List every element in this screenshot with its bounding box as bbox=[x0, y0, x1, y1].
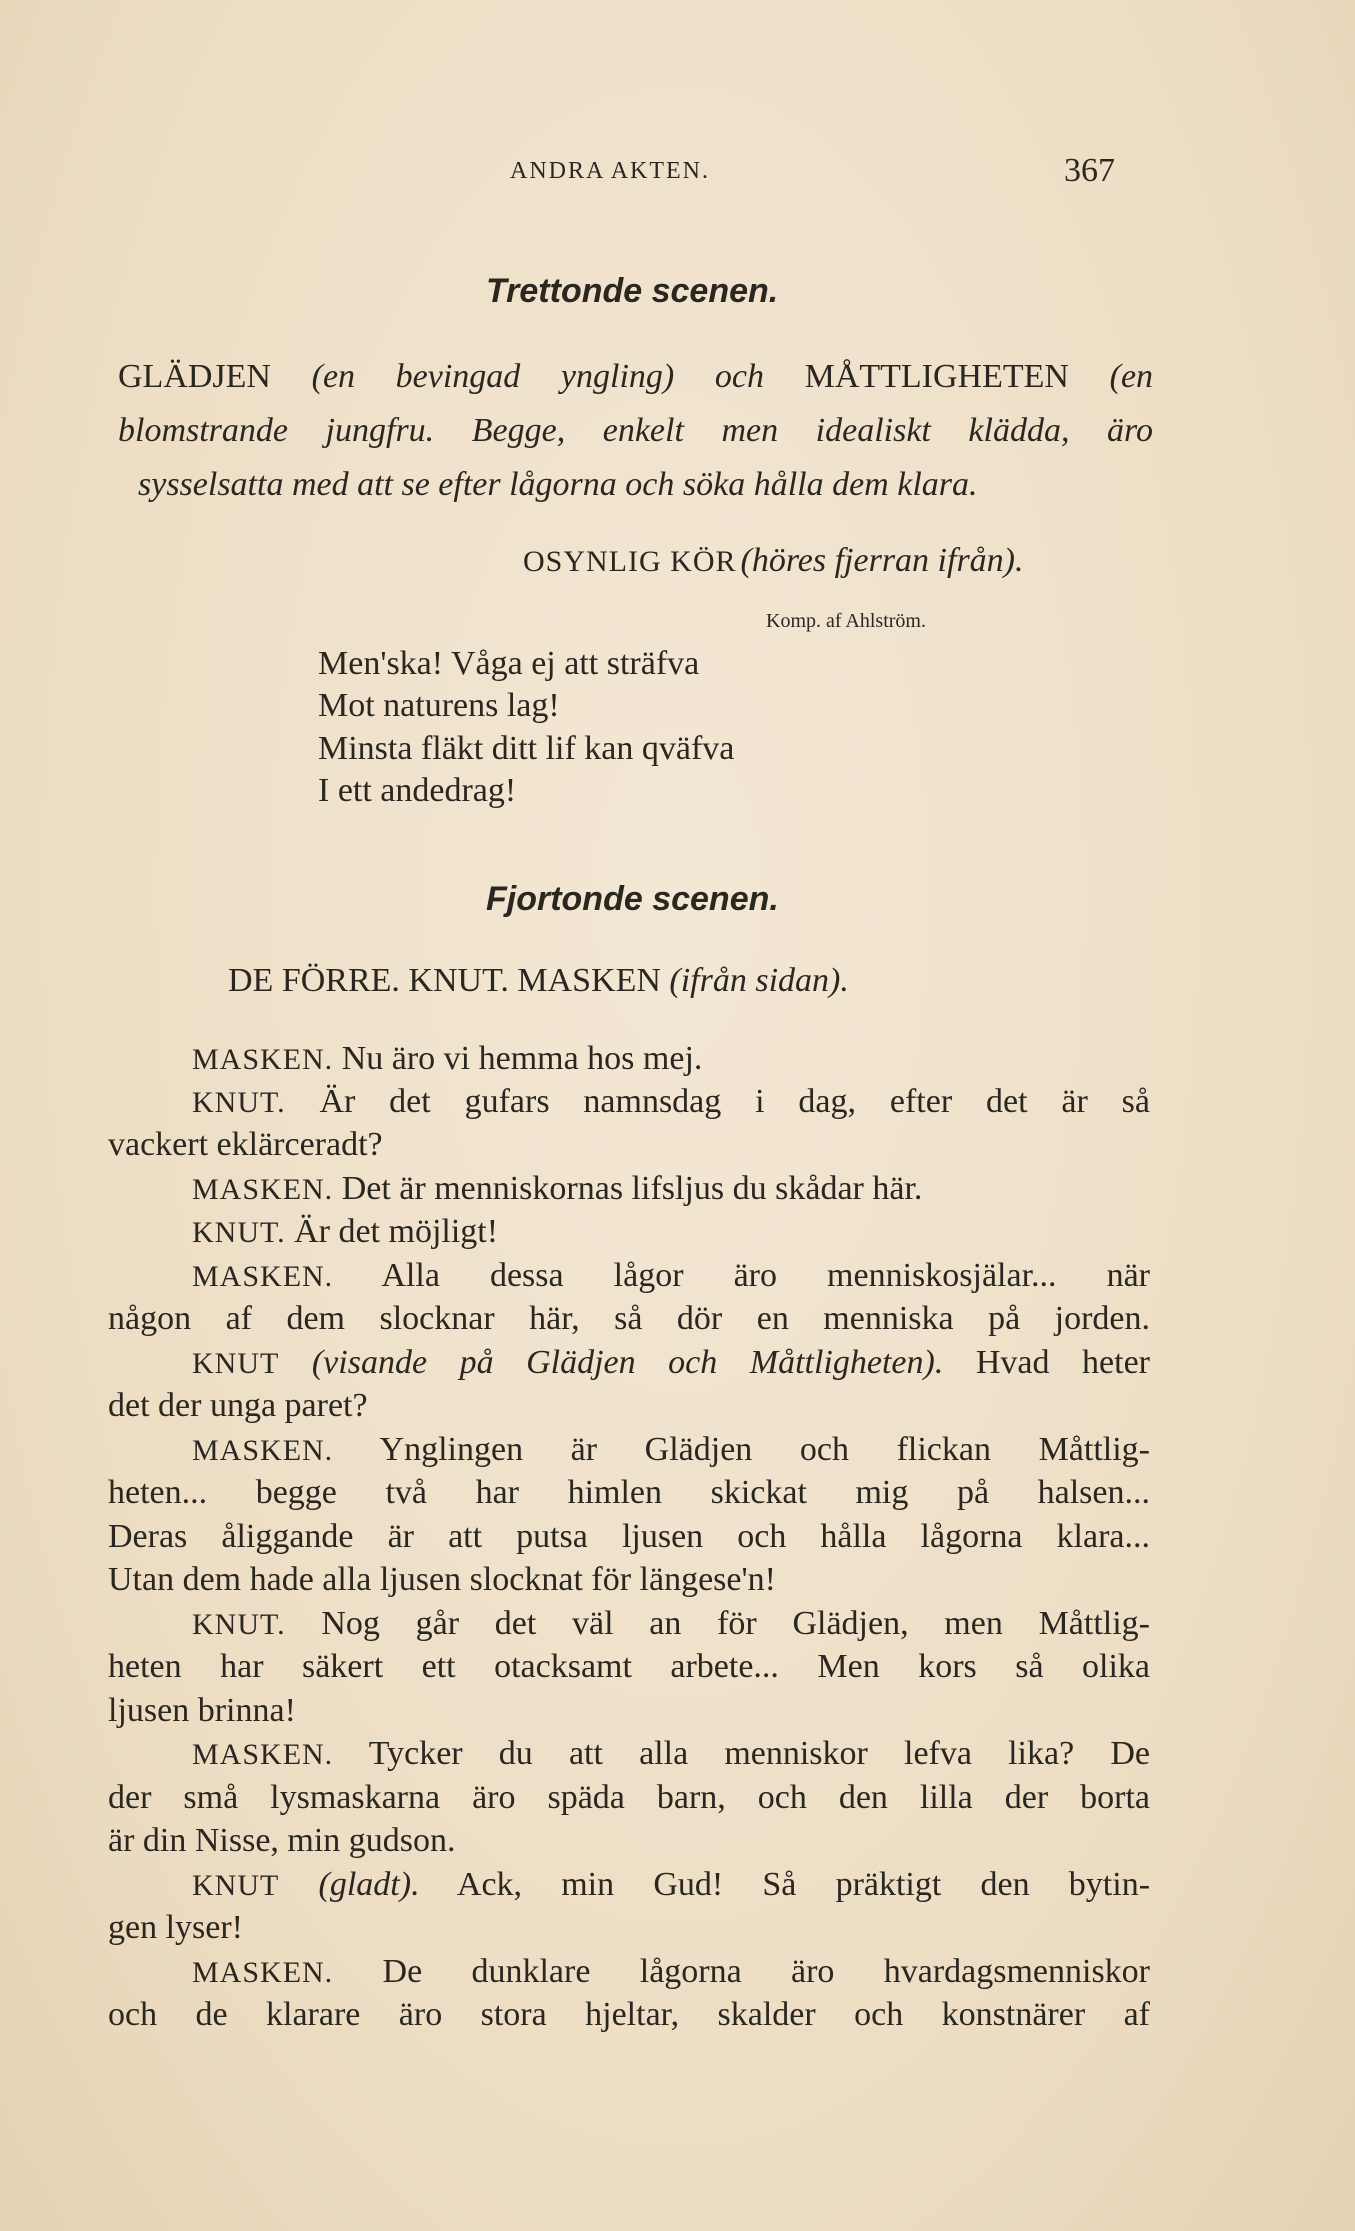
verse-line: Mot naturens lag! bbox=[318, 687, 560, 724]
speaker-name: KNUT. bbox=[192, 1608, 286, 1641]
stage-direction-text: (visande på Glädjen och Måttligheten). bbox=[311, 1344, 944, 1381]
stage-direction-line: sysselsatta med att se efter lågorna och söka hålla dem klara. bbox=[138, 466, 978, 503]
speaker-name: MASKEN. bbox=[192, 1434, 334, 1467]
verse-line: Minsta fläkt ditt lif kan qväfva bbox=[318, 730, 735, 767]
scene-title-14: Fjortonde scenen. bbox=[486, 880, 779, 918]
speech-text: Ack, min Gud! Så präktigt den bytin- bbox=[456, 1866, 1151, 1903]
speech-text: De dunklare lågorna äro hvardagsmenniskor bbox=[382, 1953, 1151, 1990]
speech-text: Hvad heter bbox=[975, 1344, 1150, 1381]
speech-text: Det är menniskornas lifsljus du skådar här. bbox=[341, 1170, 923, 1207]
dialogue-continuation: heten har säkert ett otacksamt arbete... Men kors så olika bbox=[108, 1648, 1150, 1685]
speaker-name: MASKEN. bbox=[192, 1043, 334, 1076]
speaker-name: KNUT. bbox=[192, 1086, 286, 1119]
cast-note: (ifrån sidan). bbox=[669, 962, 849, 999]
dialogue-line bbox=[192, 1083, 1150, 1121]
speech-text: Alla dessa lågor äro menniskosjälar... när bbox=[381, 1257, 1150, 1294]
dialogue-continuation: Utan dem hade alla ljusen slocknat för längese'n! bbox=[108, 1561, 776, 1598]
dialogue-continuation: gen lyser! bbox=[108, 1909, 244, 1946]
dialogue-continuation: heten... begge två har himlen skickat mig på halsen... bbox=[108, 1474, 1150, 1511]
dialogue-continuation: Deras åliggande är att putsa ljusen och hålla lågorna klara... bbox=[108, 1518, 1150, 1555]
speaker-name: MASKEN. bbox=[192, 1173, 334, 1206]
chorus-label: OSYNLIG KÖR bbox=[523, 545, 737, 578]
dialogue-continuation: ljusen brinna! bbox=[108, 1692, 296, 1729]
speaker-name: MASKEN. bbox=[192, 1260, 334, 1293]
dialogue-line bbox=[192, 1605, 1150, 1643]
dialogue-continuation: någon af dem slocknar här, så dör en menniska på jorden. bbox=[108, 1300, 1150, 1337]
dialogue-line bbox=[192, 1866, 1150, 1904]
speech-text: Ynglingen är Glädjen och flickan Måttlig- bbox=[379, 1431, 1150, 1468]
page-number: 367 bbox=[1064, 152, 1115, 189]
speaker-name: KNUT bbox=[192, 1869, 280, 1902]
speech-text: Nog går det väl an för Glädjen, men Måttlig- bbox=[321, 1605, 1151, 1642]
dialogue-line bbox=[192, 1431, 1150, 1469]
speaker-name: KNUT. bbox=[192, 1216, 286, 1249]
dialogue-line bbox=[192, 1735, 1150, 1773]
dialogue-continuation: det der unga paret? bbox=[108, 1387, 368, 1424]
speech-text: Är det möjligt! bbox=[294, 1213, 499, 1250]
dialogue-continuation: är din Nisse, min gudson. bbox=[108, 1822, 456, 1859]
stage-direction-text: (gladt). bbox=[318, 1866, 420, 1903]
dialogue-continuation: der små lysmaskarna äro späda barn, och den lilla der borta bbox=[108, 1779, 1150, 1816]
scene-title-13: Trettonde scenen. bbox=[486, 272, 779, 310]
cast-names: DE FÖRRE. KNUT. MASKEN bbox=[228, 962, 661, 999]
chorus-heading bbox=[523, 542, 1024, 580]
speech-text: Är det gufars namnsdag i dag, efter det är så bbox=[319, 1083, 1150, 1120]
dialogue-line bbox=[192, 1040, 702, 1078]
dialogue-line bbox=[192, 1257, 1150, 1295]
composer-credit: Komp. af Ahlström. bbox=[766, 610, 926, 632]
stage-direction-text: (en bbox=[1109, 358, 1154, 395]
speech-text: Tycker du att alla menniskor lefva lika? De bbox=[368, 1735, 1150, 1772]
speech-text: Nu äro vi hemma hos mej. bbox=[341, 1040, 703, 1077]
dialogue-continuation: och de klarare äro stora hjeltar, skalder och konstnärer af bbox=[108, 1996, 1150, 2033]
character-name: GLÄDJEN bbox=[118, 358, 271, 395]
stage-direction-line bbox=[118, 358, 1153, 396]
dialogue-line bbox=[192, 1213, 498, 1251]
verse-line: I ett andedrag! bbox=[318, 772, 517, 809]
dialogue-line bbox=[192, 1344, 1150, 1382]
character-name: MÅTTLIGHETEN bbox=[804, 358, 1069, 395]
speaker-name: KNUT bbox=[192, 1347, 280, 1380]
dialogue-continuation: vackert eklärceradt? bbox=[108, 1126, 383, 1163]
running-title: ANDRA AKTEN. bbox=[510, 158, 711, 184]
speaker-name: MASKEN. bbox=[192, 1738, 334, 1771]
stage-direction-text: (en bevingad yngling) och bbox=[311, 358, 764, 395]
cast-list bbox=[228, 962, 849, 1000]
verse-line: Men'ska! Våga ej att sträfva bbox=[318, 645, 700, 682]
speaker-name: MASKEN. bbox=[192, 1956, 334, 1989]
chorus-note: (höres fjerran ifrån). bbox=[740, 542, 1024, 579]
dialogue-line bbox=[192, 1953, 1150, 1991]
dialogue-line bbox=[192, 1170, 922, 1208]
stage-direction-line: blomstrande jungfru. Begge, enkelt men idealiskt klädda, äro bbox=[118, 412, 1153, 449]
